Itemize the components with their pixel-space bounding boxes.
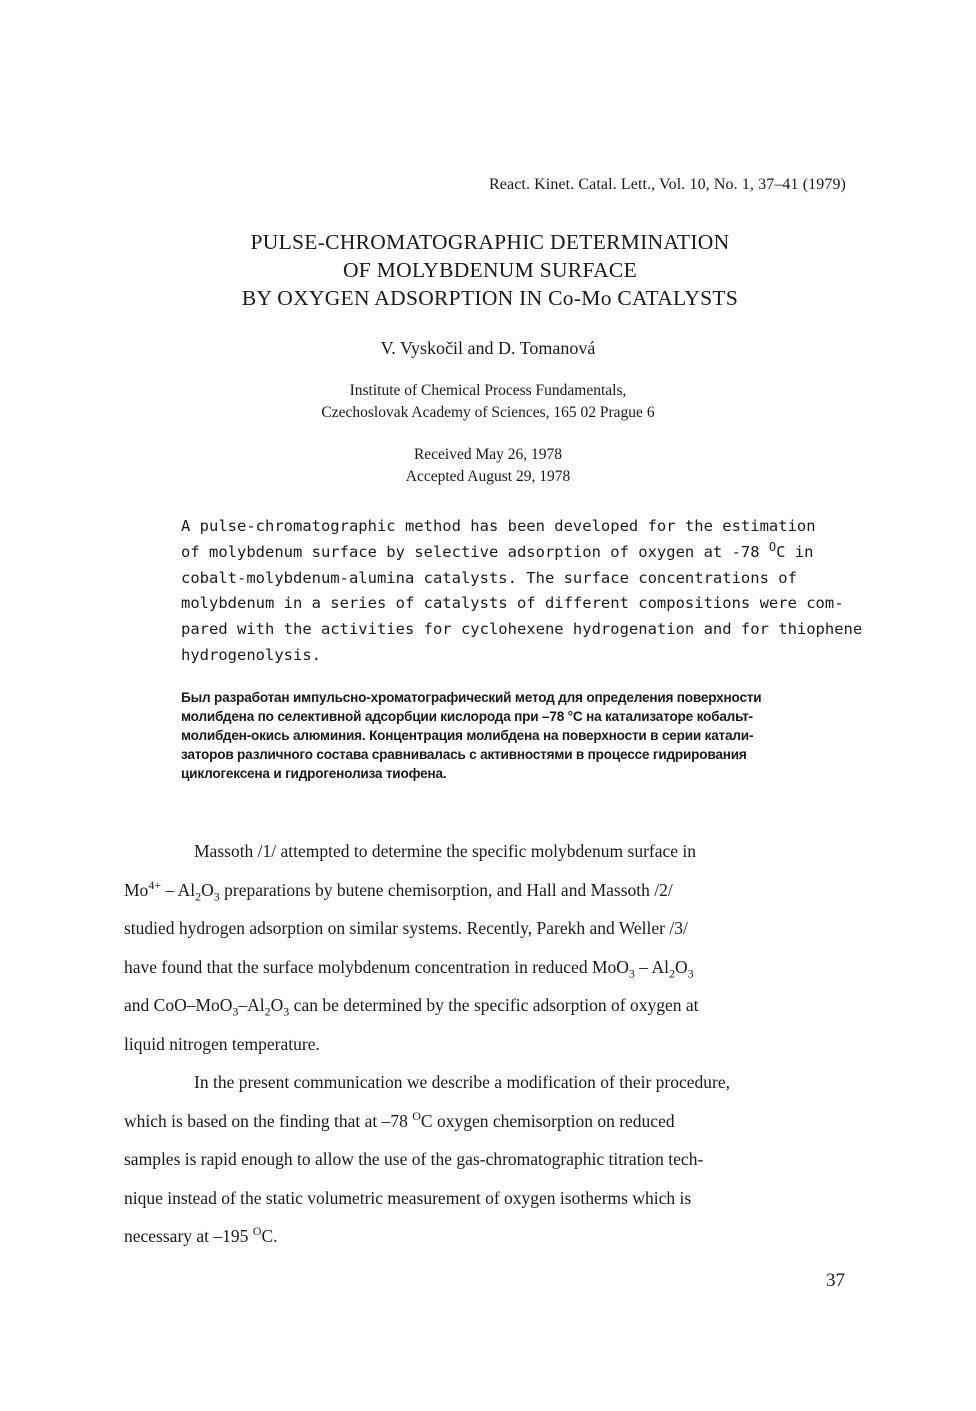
affiliation-line: Czechoslovak Academy of Sciences, 165 02 Prague 6 (321, 404, 655, 421)
subscript: 3 (283, 1004, 290, 1019)
body-line: studied hydrogen adsorption on similar systems. Recently, Parekh and Weller /3/ (124, 918, 688, 938)
body-text-span: necessary at –195 (124, 1226, 253, 1246)
abstract-ru-line: молибден-окись алюминия. Концентрация молибдена на поверхности в серии катали- (181, 728, 754, 743)
body-text-span: have found that the surface molybdenum concentration in reduced MoO (124, 956, 629, 977)
abstract-line (181, 540, 821, 566)
body-line (124, 1217, 864, 1256)
abstract-text: of molybdenum surface by selective adsorption of oxygen at -78 (181, 542, 769, 561)
body-text-span: can be determined by the specific adsorption of oxygen at (289, 995, 699, 1015)
affiliation (0, 380, 976, 424)
title-line: BY OXYGEN ADSORPTION IN Co-Mo CATALYSTS (241, 286, 739, 310)
body-line (124, 986, 864, 1025)
subscript: 2 (668, 966, 675, 980)
body-text-span: preparations by butene chemisorption, and Hall and Massoth /2/ (219, 879, 673, 900)
accepted-date: Accepted August 29, 1978 (405, 468, 571, 485)
body-line: In the present communication we describe a modification of their procedure, (194, 1072, 730, 1092)
body-text-span: –Al (238, 995, 265, 1015)
body-text-span: O (270, 995, 284, 1015)
body-text-span: C oxygen chemisorption on reduced (420, 1110, 675, 1131)
subscript: 3 (232, 1004, 239, 1019)
title-line: OF MOLYBDENUM SURFACE (342, 258, 638, 282)
received-date: Received May 26, 1978 (413, 446, 563, 463)
abstract-text: C in (776, 542, 814, 561)
subscript: 2 (264, 1004, 271, 1019)
journal-citation: React. Kinet. Catal. Lett., Vol. 10, No. 1, 37–41 (1979) (489, 176, 846, 193)
body-text (124, 832, 864, 1256)
abstract-line: A pulse-chromatographic method has been developed for the estimation (181, 517, 816, 535)
body-text-span: which is based on the finding that at –78 (124, 1110, 413, 1131)
abstract-line: pared with the activities for cyclohexene hydrogenation and for thiophene (181, 620, 863, 639)
authors: V. Vyskočil and D. Tomanová (380, 338, 596, 358)
dates (0, 444, 976, 488)
abstract-line: hydrogenolysis. (181, 645, 321, 664)
abstract-line: molybdenum in a series of catalysts of different compositions were com- (181, 594, 844, 613)
abstract-ru-line: Был разработан импульсно-хроматографический метод для определения поверхности (181, 690, 762, 705)
abstract-ru-line: молибдена по селективной адсорбции кислорода при –78 °С на катализаторе кобальт- (181, 709, 753, 724)
body-line (124, 948, 864, 987)
abstract-ru-line: циклогексена и гидрогенолиза тиофена. (181, 766, 447, 781)
body-text-span: – Al (634, 956, 669, 977)
affiliation-line: Institute of Chemical Process Fundamentals, (349, 382, 627, 399)
body-line: liquid nitrogen temperature. (124, 1033, 320, 1054)
body-text-span: – Al (161, 879, 196, 900)
body-text-span: and CoO–MoO (124, 995, 233, 1015)
degree-superscript: O (412, 1108, 421, 1123)
body-text-span: O (201, 879, 214, 900)
body-text-span: Mo (124, 879, 149, 900)
body-text-span: O (674, 956, 688, 977)
body-line (124, 871, 864, 910)
subscript: 3 (687, 966, 694, 980)
body-text-span: C. (261, 1226, 278, 1246)
abstract-line: cobalt-molybdenum-alumina catalysts. The surface concentrations of (181, 568, 797, 587)
subscript: 3 (628, 966, 635, 980)
subscript: 2 (195, 889, 202, 903)
title-line: PULSE-CHROMATOGRAPHIC DETERMINATION (250, 230, 730, 254)
page-number: 37 (826, 1270, 845, 1291)
body-line: nique instead of the static volumetric measurement of oxygen isotherms which is (124, 1187, 692, 1208)
subscript: 3 (213, 889, 220, 903)
body-line: samples is rapid enough to allow the use of the gas-chromatographic titration tech- (124, 1149, 704, 1169)
abstract-russian (181, 688, 871, 783)
abstract-english (181, 514, 863, 669)
degree-superscript: O (768, 539, 777, 554)
body-line (124, 1102, 864, 1141)
article-title (0, 228, 976, 312)
body-line: Massoth /1/ attempted to determine the specific molybdenum surface in (194, 841, 697, 861)
degree-superscript: O (252, 1224, 262, 1239)
abstract-ru-line: заторов различного состава сравнивалась с активностями в процессе гидрирования (181, 747, 747, 762)
charge-superscript: 4+ (148, 877, 162, 892)
